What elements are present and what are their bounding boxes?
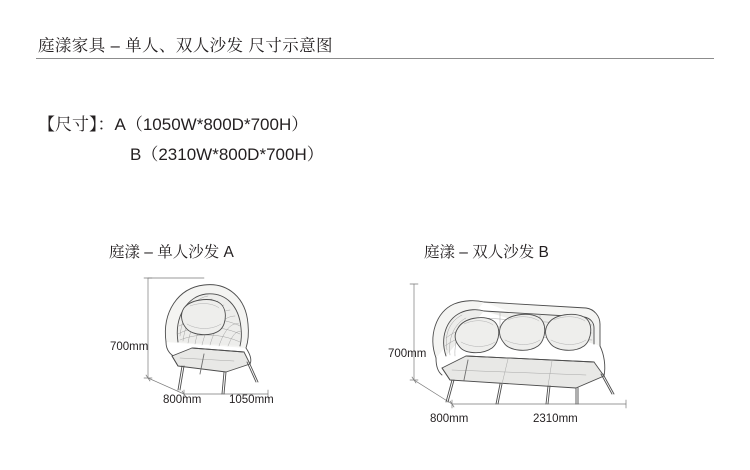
figure-b-drawing <box>380 262 660 432</box>
figure-a-height-label: 700mm <box>110 341 149 353</box>
header-divider <box>36 58 714 59</box>
figure-a-depth-label: 800mm <box>163 394 202 406</box>
spec-block <box>38 110 324 170</box>
figure-b-width-label: 2310mm <box>533 413 578 425</box>
spec-value-a: A（1050W*800D*700H） <box>114 115 309 134</box>
figure-b-height-label: 700mm <box>388 348 427 360</box>
spec-label: 【尺寸】： <box>38 115 115 134</box>
spec-line-b <box>38 140 324 170</box>
figure-b-depth-label: 800mm <box>430 413 469 425</box>
spec-value-b: B（2310W*800D*700H） <box>130 145 324 164</box>
figure-a-caption: 庭漾 – 单人沙发 A <box>109 244 234 261</box>
figure-b-caption: 庭漾 – 双人沙发 B <box>424 244 549 261</box>
page-title: 庭漾家具 – 单人、双人沙发 尺寸示意图 <box>38 37 333 55</box>
figure-a-width-label: 1050mm <box>229 394 274 406</box>
spec-line-a <box>38 110 324 140</box>
